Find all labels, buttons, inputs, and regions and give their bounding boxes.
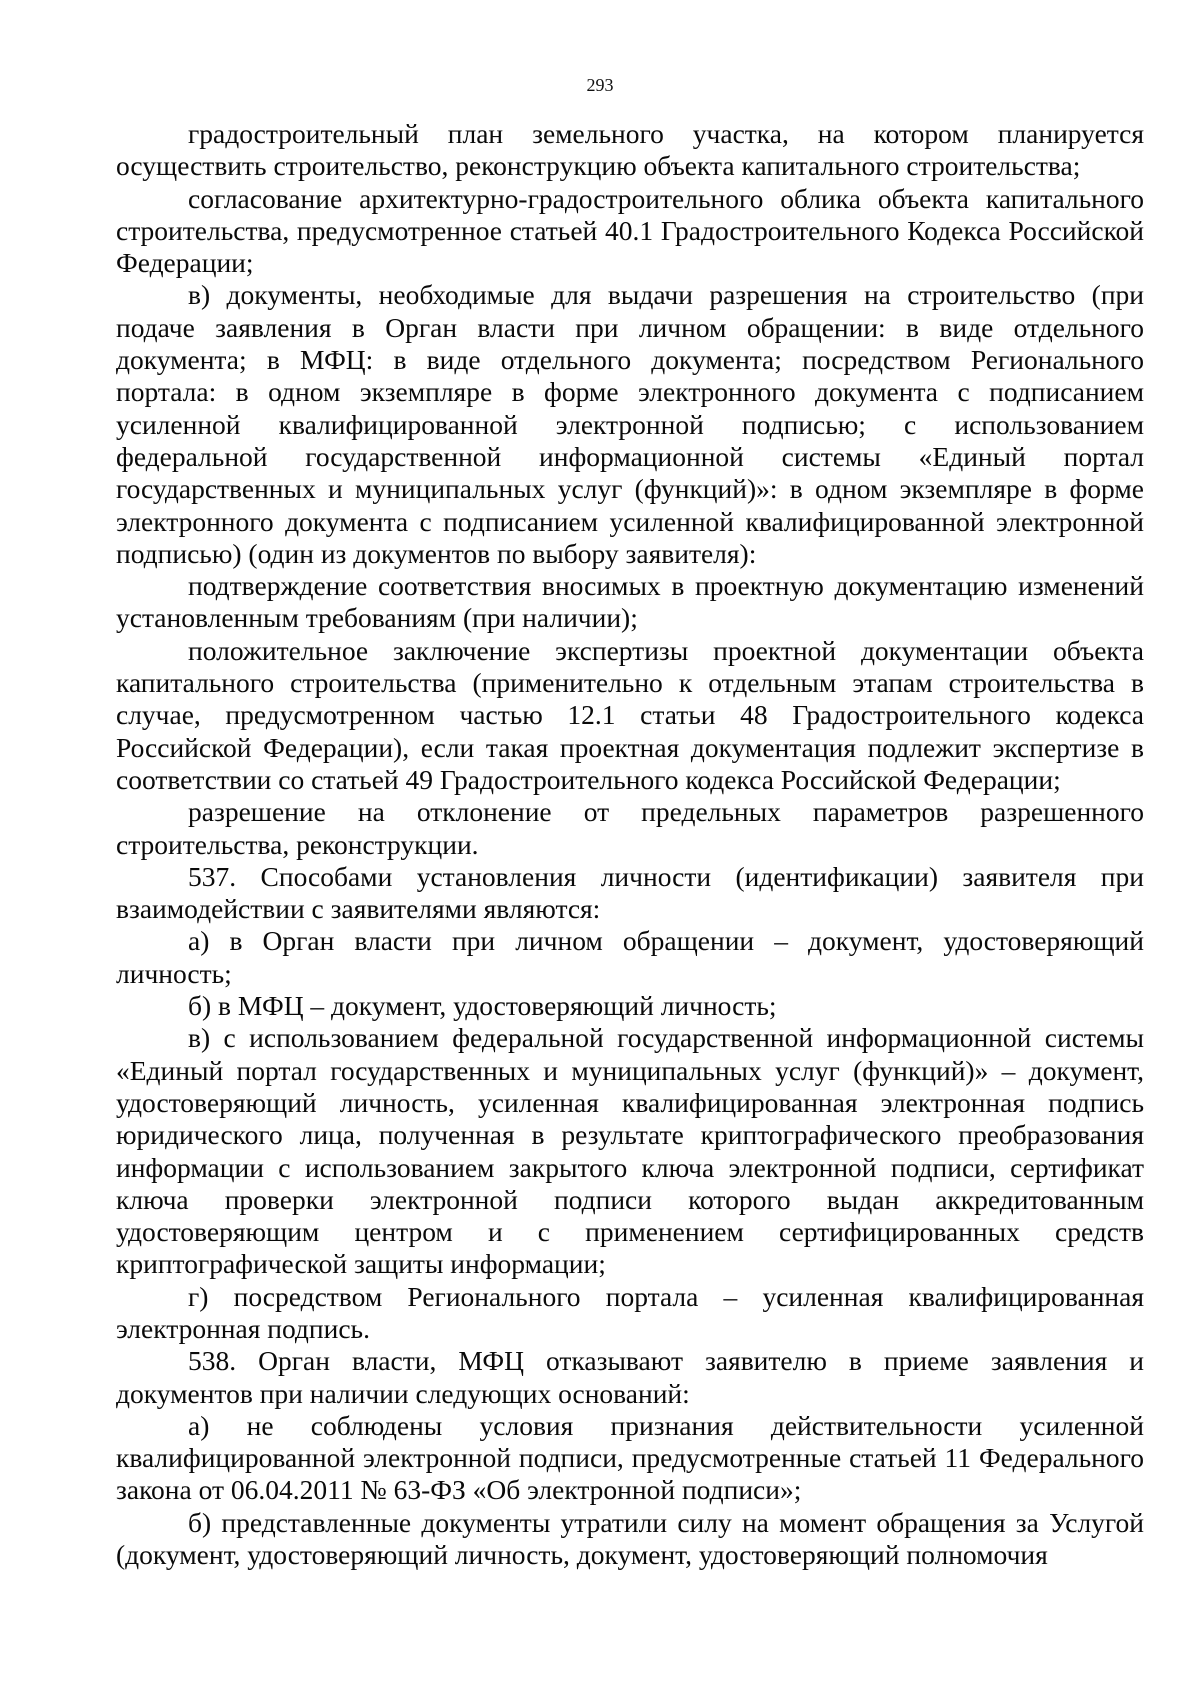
document-body — [116, 118, 1144, 1571]
paragraph-razreshenie: разрешение на отклонение от предельных параметров разрешенного строительства, реконструкции. — [116, 796, 1144, 860]
paragraph-soglasovanie: согласование архитектурно-градостроительного облика объекта капитального строительства, предусмотренное статьей 40.1 Градостроительного Кодекса Российской Федерации; — [116, 182, 1144, 279]
page-number: 293 — [586, 75, 614, 95]
paragraph-537-g: г) посредством Регионального портала – усиленная квалифицированная электронная подпись. — [116, 1280, 1144, 1344]
paragraph-537-a: а) в Орган власти при личном обращении – документ, удостоверяющий личность; — [116, 925, 1144, 989]
paragraph-zaklyuchenie: положительное заключение экспертизы проектной документации объекта капитального строительства (применительно к отдельным этапам строительства в случае, предусмотренном частью 12.1 статьи 48 Градостроительного кодекса Российской Федерации), если такая проектная документация подлежит экспертизе в соответствии со статьей 49 Градостроительного кодекса Российской Федерации; — [116, 634, 1144, 795]
paragraph-538-a: а) не соблюдены условия признания действительности усиленной квалифицированной электронной подписи, предусмотренные статьей 11 Федерального закона от 06.04.2011 № 63-ФЗ «Об электронной подписи»; — [116, 1409, 1144, 1506]
paragraph-538: 538. Орган власти, МФЦ отказывают заявителю в приеме заявления и документов при наличии следующих оснований: — [116, 1345, 1144, 1409]
paragraph-537: 537. Способами установления личности (идентификации) заявителя при взаимодействии с заявителями являются: — [116, 860, 1144, 925]
paragraph-538-b: б) представленные документы утратили силу на момент обращения за Услугой (документ, удостоверяющий личность, документ, удостоверяющий полномочия — [116, 1506, 1144, 1571]
paragraph-gradplan: градостроительный план земельного участка, на котором планируется осуществить строительство, реконструкцию объекта капитального строительства; — [116, 118, 1144, 182]
paragraph-item-v-documents: в) документы, необходимые для выдачи разрешения на строительство (при подаче заявления в Орган власти при личном обращении: в виде отдельного документа; в МФЦ: в виде отдельного документа; посредством Регионального портала: в одном экземпляре в форме электронного документа с подписанием усиленной квалифицированной электронной подписью; с использованием федеральной государственной информационной системы «Единый портал государственных и муниципальных услуг (функций)»: в одном экземпляре в форме электронного документа с подписанием усиленной квалифицированной электронной подписью) (один из документов по выбору заявителя): — [116, 279, 1144, 569]
paragraph-537-b: б) в МФЦ – документ, удостоверяющий личность; — [188, 990, 777, 1022]
paragraph-podtverzhdenie: подтверждение соответствия вносимых в проектную документацию изменений установленным требованиям (при наличии); — [116, 570, 1144, 634]
paragraph-537-v: в) с использованием федеральной государственной информационной системы «Единый портал государственных и муниципальных услуг (функций)» – документ, удостоверяющий личность, усиленная квалифицированная электронная подпись юридического лица, полученная в результате криптографического преобразования информации с использованием закрытого ключа электронной подписи, сертификат ключа проверки электронной подписи которого выдан аккредитованным удостоверяющим центром и с применением сертифицированных средств криптографической защиты информации; — [116, 1022, 1144, 1280]
